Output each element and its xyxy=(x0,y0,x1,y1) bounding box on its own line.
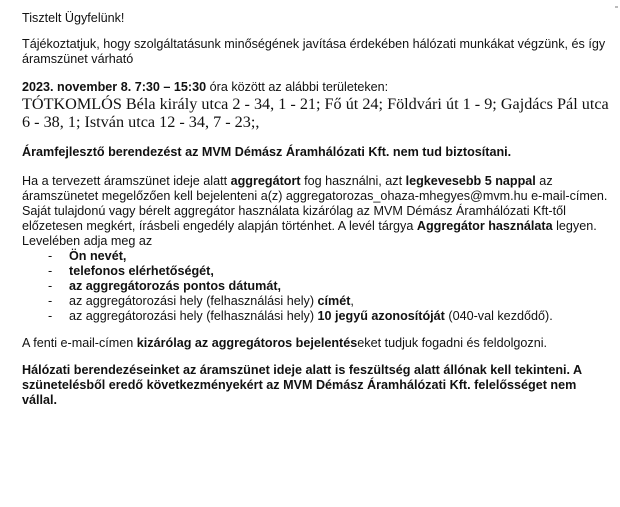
no-generator-text: Áramfejlesztő berendezést az MVM Démász Áramhálózati Kft. nem tud biztosítani. xyxy=(22,145,512,159)
req-bold: az aggregátorozás pontos dátumát, xyxy=(69,279,282,293)
p1-bold-five-days: legkevesebb 5 nappal xyxy=(405,174,536,188)
outage-datetime-suffix: óra között az alábbi területeken: xyxy=(206,80,389,94)
req-bold: telefonos elérhetőségét, xyxy=(69,264,214,278)
outage-datetime: 2023. november 8. 7:30 – 15:30 xyxy=(22,80,207,94)
generator-notice-p1 xyxy=(22,174,614,204)
list-item xyxy=(22,294,614,309)
req-pre: az aggregátorozási hely (felhasználási hely) xyxy=(69,294,318,308)
closing-statement xyxy=(22,363,614,408)
email-only-text-c: eket tudjuk fogadni és feldolgozni. xyxy=(357,336,548,350)
no-generator-statement xyxy=(22,145,614,160)
email-only-text-a: A fenti e-mail-címen xyxy=(22,336,137,350)
p2-text-a: Saját tulajdonú vagy bérelt aggregátor használata kizárólag az MVM Démász Áramhálózati Kft-től előzetesen megkért, írásbeli engedély alapján történhet. A levél tárgya xyxy=(22,204,566,233)
list-dash: - xyxy=(48,294,53,308)
scan-artifact xyxy=(615,6,618,8)
outage-time-line xyxy=(22,80,614,95)
list-item xyxy=(22,249,614,264)
closing-text: Hálózati berendezéseinket az áramszünet ideje alatt is feszültség alatt állónak kell tekinteni. A szünetelésből eredő következményekért az MVM Démász Áramhálózati Kft. felelősséget nem vállal. xyxy=(22,363,582,407)
list-dash: - xyxy=(48,264,53,278)
intro-paragraph: Tájékoztatjuk, hogy szolgáltatásunk minőségének javítása érdekében hálózati munkákat végzünk, és így áramszünet várható xyxy=(22,37,606,66)
outage-details xyxy=(22,80,614,131)
req-bold: 10 jegyű azonosítóját xyxy=(317,309,445,323)
list-item xyxy=(22,279,614,294)
list-item xyxy=(22,264,614,279)
email-only-bold: kizárólag az aggregátoros bejelentés xyxy=(136,336,358,350)
req-pre: az aggregátorozási hely (felhasználási hely) xyxy=(69,309,318,323)
p1-bold-aggregator: aggregátort xyxy=(230,174,301,188)
list-dash: - xyxy=(48,249,53,263)
outage-areas: TÓTKOMLÓS Béla király utca 2 - 34, 1 - 21; Fő út 24; Földvári út 1 - 9; Gajdács Pál utca 6 - 38, 1; István utca 12 - 34, 7 - 23;, xyxy=(22,95,609,131)
p1-text-a: Ha a tervezett áramszünet ideje alatt xyxy=(22,174,231,188)
p1-text-c: fog használni, azt xyxy=(300,174,406,188)
list-item xyxy=(22,309,614,324)
generator-notice-p2 xyxy=(22,204,614,249)
req-bold: címét xyxy=(317,294,351,308)
req-bold: Ön nevét, xyxy=(69,249,127,263)
req-post: (040-val kezdődő). xyxy=(444,309,553,323)
email-only-paragraph xyxy=(22,336,614,351)
greeting: Tisztelt Ügyfelünk! xyxy=(22,11,125,25)
outage-notice-document xyxy=(22,11,614,408)
p2-bold-subject: Aggregátor használata xyxy=(416,219,553,233)
p1-text-e: az áramszünetet megelőzően kell bejelenteni a(z) aggregatorozas_ohaza-mhegyes@mvm.hu e-mail-címen. xyxy=(22,174,608,203)
req-post: , xyxy=(350,294,354,308)
generator-notice xyxy=(22,174,614,249)
p2-text-c: legyen. Levelében adja meg az xyxy=(22,219,597,248)
requirements-list xyxy=(22,249,614,324)
list-dash: - xyxy=(48,279,53,293)
list-dash: - xyxy=(48,309,53,323)
